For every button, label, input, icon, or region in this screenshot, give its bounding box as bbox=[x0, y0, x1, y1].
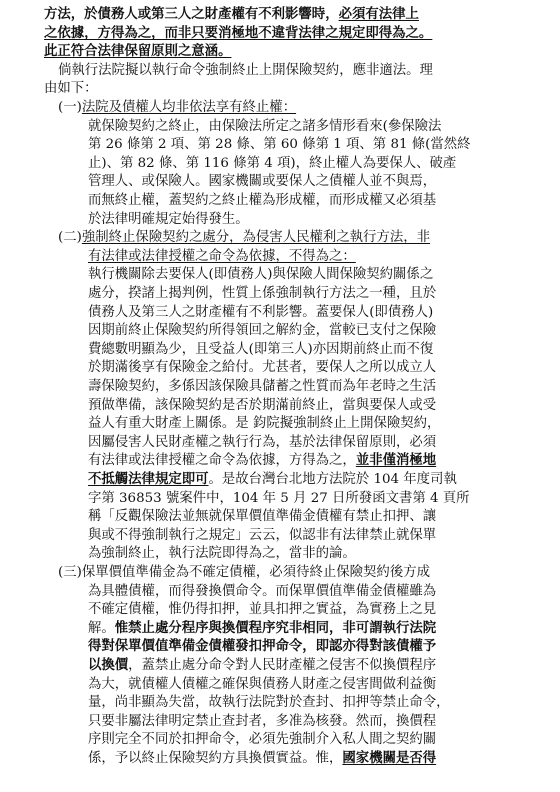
text-line bbox=[44, 6, 419, 23]
text-line bbox=[88, 155, 456, 172]
text-line bbox=[88, 415, 440, 432]
text-line bbox=[88, 452, 436, 469]
text-segment: 方法，於債務人或第三人之財產權有不利影響時， bbox=[44, 6, 339, 22]
text-segment: 因期前終止保險契約所得領回之解約金，當較已支付之保險 bbox=[88, 323, 437, 339]
text-segment: 有法律或法律授權之命令為依據，不得為之： bbox=[88, 248, 356, 264]
text-line bbox=[88, 583, 436, 600]
text-line bbox=[44, 43, 231, 60]
text-segment: 得對保單價值準備金債權發扣押命令，即認亦得對該債權予 bbox=[88, 638, 437, 655]
text-line bbox=[88, 322, 436, 339]
text-line bbox=[88, 731, 436, 748]
text-segment: 惟禁止處分程序與換價程序究非相同，非可謂執行法院 bbox=[114, 619, 437, 636]
text-segment: (一) bbox=[58, 100, 82, 115]
text-segment: 第 26 條第 2 項、第 28 條、第 60 條第 1 項、第 81 條(當然終 bbox=[88, 137, 471, 153]
text-segment: 稱「反觀保險法並無就保單價值準備金債權有禁止扣押、讓 bbox=[88, 509, 437, 525]
text-segment: 倘執行法院擬以執行命令強制終止上開保險契約，應非適法。理 bbox=[58, 62, 433, 78]
text-segment: 止)、第 82 條、第 116 條第 4 項)，終止權人為要保人、破產 bbox=[88, 155, 457, 171]
text-line bbox=[58, 99, 296, 116]
text-segment: 此正符合法律保留原則之意涵。 bbox=[44, 43, 232, 60]
text-line bbox=[44, 25, 432, 42]
text-segment: 由如下： bbox=[44, 81, 98, 97]
text-line bbox=[88, 341, 433, 358]
text-line bbox=[88, 638, 436, 655]
text-line bbox=[88, 620, 436, 637]
text-segment: 壽保險契約，多係因該保險具儲蓄之性質而為年老時之生活 bbox=[88, 379, 437, 394]
text-segment: 不抵觸法律規定即可 bbox=[88, 471, 209, 487]
text-line bbox=[88, 248, 356, 265]
text-segment: 為具體債權，而得發換價命令。而保單價值準備金債權雖為 bbox=[88, 583, 437, 599]
text-segment: (三) bbox=[58, 565, 82, 580]
text-line bbox=[88, 527, 436, 544]
text-segment: 必須有法律上 bbox=[338, 6, 419, 22]
text-segment: 就保險契約之終止，由保險法所定之諸多情形看來(參保險法 bbox=[88, 118, 442, 134]
text-segment: 管理人、或保險人。國家機關或要保人之債權人並不與焉， bbox=[88, 174, 437, 190]
text-line bbox=[88, 266, 433, 283]
text-line bbox=[58, 62, 433, 79]
text-line bbox=[88, 490, 470, 507]
text-line bbox=[88, 173, 436, 190]
text-line bbox=[58, 229, 430, 246]
text-segment: ，蓋禁止處分命令對人民財產權之侵害不似換價程序 bbox=[128, 658, 437, 673]
text-segment: 強制終止保險契約之處分，為侵害人民權利之執行方法，非 bbox=[81, 230, 430, 246]
text-segment: 處分，揆諸上揭判例，性質上係強制執行方法之一種，且於 bbox=[88, 286, 437, 301]
text-segment: 。是故台灣台北地方法院於 104 年度司執 bbox=[208, 472, 457, 487]
text-line bbox=[88, 508, 436, 525]
text-line bbox=[88, 750, 436, 767]
text-line bbox=[88, 434, 436, 451]
text-line bbox=[44, 80, 98, 97]
text-segment: 於法律明確規定始得發生。 bbox=[88, 211, 249, 227]
text-line bbox=[88, 545, 356, 562]
text-line bbox=[88, 118, 441, 135]
text-line bbox=[88, 136, 471, 153]
text-segment: 只要非屬法律明定禁止查封者，多准為核發。然而，換價程 bbox=[88, 713, 437, 729]
text-segment: 而無終止權，蓋契約之終止權為形成權，而形成權又必須基 bbox=[88, 193, 437, 208]
text-segment: 有法律或法律授權之命令為依據，方得為之， bbox=[88, 453, 356, 469]
text-line bbox=[88, 657, 436, 674]
text-line bbox=[88, 378, 436, 395]
text-segment: 因屬侵害人民財產權之執行行為，基於法律保留原則，必須 bbox=[88, 434, 437, 450]
text-segment: 解。 bbox=[88, 620, 115, 636]
text-segment: 並非僅消極地 bbox=[355, 452, 437, 469]
text-segment: 預做準備，該保險契約是否於期滿前終止，當與要保人或受 bbox=[88, 397, 437, 413]
text-line bbox=[88, 713, 436, 730]
text-segment: 費總數明顯為少，且受益人(即第三人)亦因期前終止而不復 bbox=[88, 341, 434, 357]
text-segment: 債務人及第三人之財產權有不利影響。蓋要保人(即債務人) bbox=[88, 304, 434, 320]
text-segment: 法院及債權人均非依法享有終止權： bbox=[81, 100, 297, 115]
text-segment: 字第 36853 號案件中，104 年 5 月 27 日所發函文書第 4 頁所 bbox=[88, 490, 470, 506]
text-segment: 以換價 bbox=[88, 657, 129, 673]
text-line bbox=[58, 564, 430, 581]
text-segment: 序則完全不同於扣押命令，必須先強制介入私人間之契約關 bbox=[88, 732, 437, 748]
text-segment: 於期滿後享有保險金之給付。尤甚者，要保人之所以成立人 bbox=[88, 360, 437, 376]
text-line bbox=[88, 285, 436, 302]
text-line bbox=[88, 694, 450, 711]
text-segment: 不確定債權，惟仍得扣押，並具扣押之實益，為實務上之見 bbox=[88, 602, 437, 618]
text-segment: 為大，就債權人債權之確保與債務人財產之侵害間做利益衡 bbox=[88, 676, 437, 692]
text-segment: 之依據，方得為之，而非只要消極地不違背法律之規定即得為之。 bbox=[44, 24, 433, 41]
text-segment: 量，尚非顯為失當，故執行法院對於查封、扣押等禁止命令， bbox=[88, 695, 450, 711]
text-line bbox=[88, 211, 249, 228]
text-line bbox=[88, 676, 436, 693]
text-segment: 益人有重大財產上關係。是 鈞院擬強制終止上開保險契約， bbox=[88, 416, 441, 432]
text-line bbox=[88, 397, 436, 414]
text-line bbox=[88, 192, 436, 209]
text-segment: 執行機關除去要保人(即債務人)與保險人間保險契約關係之 bbox=[88, 267, 434, 283]
text-line bbox=[88, 601, 436, 618]
text-segment: 為強制終止，執行法院即得為之，當非的論。 bbox=[88, 546, 356, 562]
text-segment: 係，予以終止保險契約方具換價實益。惟， bbox=[88, 751, 343, 766]
text-segment: 與或不得強制執行之規定」云云，似認非有法律禁止就保單 bbox=[88, 527, 437, 543]
text-line bbox=[88, 359, 436, 376]
text-segment: (二) bbox=[58, 230, 82, 246]
text-segment: 國家機關是否得 bbox=[342, 750, 437, 766]
text-line bbox=[88, 471, 457, 488]
text-segment: 保單價值準備金為不確定債權，必須待終止保險契約後方成 bbox=[81, 565, 430, 580]
text-line bbox=[88, 304, 433, 321]
